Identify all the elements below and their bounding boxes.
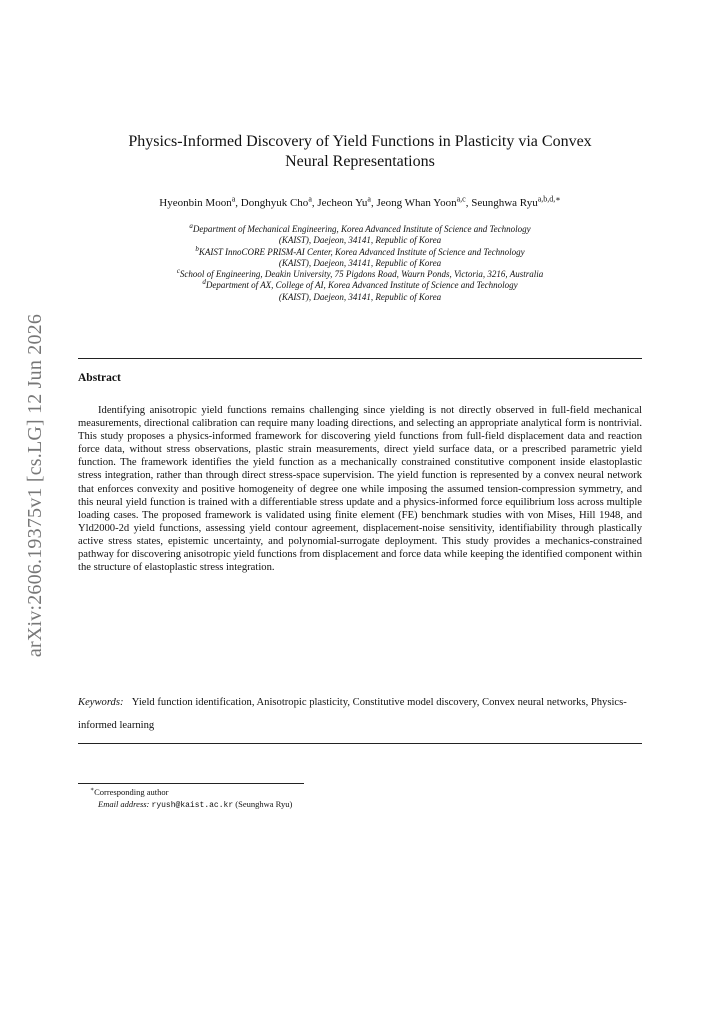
author: Seunghwa Ryu$^{a,b,d,∗}$: [471, 194, 561, 209]
affiliation-b: $^b$KAIST InnoCORE PRISM-AI Center, Korea Advanced Institute of Science and Technology: [195, 244, 525, 257]
abstract-heading: Abstract: [78, 372, 121, 384]
corresponding-author-note: ∗Corresponding author: [90, 787, 169, 797]
arxiv-side-stamp: [16, 300, 56, 670]
keywords-text: Yield function identification, Anisotropic plasticity, Constitutive model discovery, Convex neural networks, Physics-informed learning: [78, 697, 627, 731]
affiliation-d-cont: (KAIST), Daejeon, 34141, Republic of Korea: [278, 291, 442, 302]
affiliation-d: $^d$Department of AX, College of AI, Korea Advanced Institute of Science and Technology: [202, 278, 518, 291]
affiliation-a: $^a$Department of Mechanical Engineering, Korea Advanced Institute of Science and Technology: [189, 222, 531, 234]
affiliation-list: [70, 224, 650, 303]
footnotes: [90, 787, 292, 811]
email-label: Email address:: [98, 798, 150, 809]
author-list: Hyeonbin Moon$^a$, Donghyuk Cho$^a$, Jecheon Yu$^a$, Jeong Whan Yoon$^{a,c}$, Seunghwa Ryu$^{a,b,d,∗}$: [159, 194, 561, 209]
affiliation-a-cont: (KAIST), Daejeon, 34141, Republic of Korea: [278, 235, 442, 246]
title-line-1: Physics-Informed Discovery of Yield Functions in Plasticity via Convex: [128, 133, 592, 150]
arxiv-identifier: arXiv:2606.19375v1 [cs.LG] 12 Jun 2026: [24, 313, 47, 657]
affiliation-c: $^c$School of Engineering, Deakin University, 75 Pigdons Road, Waurn Ponds, Victoria, 3216, Australia: [176, 267, 544, 280]
email-owner: (Seunghwa Ryu): [235, 798, 293, 809]
author: Hyeonbin Moon$^a$: [159, 194, 236, 209]
author: Jecheon Yu$^a$: [317, 194, 371, 209]
email-address[interactable]: ryush@kaist.ac.kr: [151, 800, 234, 810]
title-line-2: Neural Representations: [285, 153, 435, 170]
abstract-top-rule: [78, 358, 642, 359]
paper-title: [70, 132, 650, 172]
abstract-text: Identifying anisotropic yield functions remains challenging since yielding is not directly observed in full-field mechanical measurements, directional calibration can require many loading directions, and selecting an appropriate analytical form is nontrivial. This study proposes a physics-informed framework for discovering yield functions from full-field displacement data and reaction force data, without stress observations, plastic strain measurements, direct yield surface data, or a prescribed parametric yield function. The framework identifies the yield function as a mechanically constrained constitutive component inside elastoplastic stress integration, rather than through direct stress-space supervision. The yield function is represented by a convex neural network that enforces convexity and positive homogeneity of degree one while imposing the assumed tension-compression symmetry, and this neural yield function is trained with a differentiable stress update and a physics-informed force equilibrium loss across multiple loading cases. The proposed framework is validated using finite element (FE) benchmark studies with von Mises, Hill 1948, and Yld2000-2d yield functions, assessing yield contour agreement, displacement-noise sensitivity, identifiability through plastically active stress states, epistemic uncertainty, and polynomial-surrogate deployment. This study provides a mechanics-constrained pathway for discovering anisotropic yield functions from displacement and force data while keeping the identified component within the structure of elastoplastic stress integration.: [78, 405, 642, 574]
abstract-bottom-rule: [78, 743, 642, 744]
author: Jeong Whan Yoon$^{a,c}$: [376, 194, 466, 209]
email-note: [90, 799, 292, 812]
affiliation-b-cont: (KAIST), Daejeon, 34141, Republic of Korea: [278, 257, 442, 268]
footnote-rule: [78, 783, 304, 784]
keywords: [78, 691, 642, 737]
keywords-label: Keywords:: [78, 697, 124, 708]
author: Donghyuk Cho$^a$: [240, 194, 312, 209]
